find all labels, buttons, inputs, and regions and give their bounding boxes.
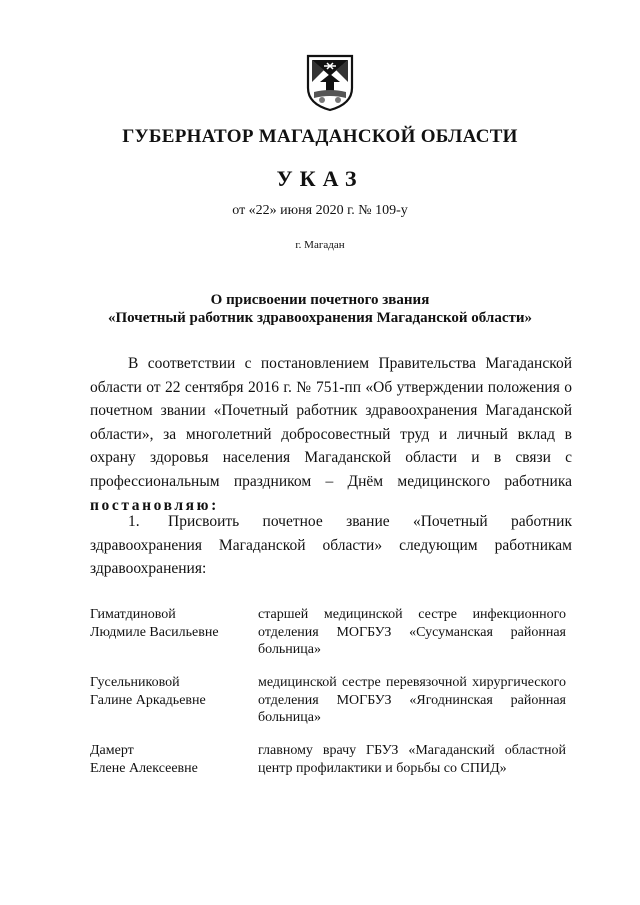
recipient-given-names: Людмиле Васильевне (90, 624, 219, 640)
recipient-1-position: старшей медицинской сестре инфекционного отделения МОГБУЗ «Сусуманская районная больница» (258, 607, 566, 657)
preamble-paragraph (90, 352, 572, 517)
recipient-1-name (90, 606, 240, 641)
recipient-given-names: Елене Алексеевне (90, 760, 198, 776)
recipient-2-name (90, 674, 240, 709)
decree-word: постановляю (90, 496, 212, 514)
item-1-paragraph (90, 510, 572, 581)
recipient-given-names: Галине Аркадьевне (90, 692, 206, 708)
recipient-3-name (90, 742, 240, 777)
subject-line-2: «Почетный работник здравоохранения Магаданской области» (107, 310, 532, 326)
recipient-surname: Гиматдиновой (90, 607, 176, 622)
place-of-issue: г. Магадан (295, 239, 345, 251)
date-and-number: от «22» июня 2020 г. № 109-у (232, 203, 408, 218)
recipient-surname: Гусельниковой (90, 675, 180, 690)
document-type-title: УКАЗ (276, 166, 364, 191)
preamble-text: В соответствии с постановлением Правительства Магаданской области от 22 сентября 2016 г. № 751-пп «Об утверждении положения о почетном звании «Почетный работник здравоохранения Магаданской области», за многолетний добросовестный труд и личный вклад в охрану здоровья населения Магаданской области и в связи с профессиональным праздником – Днём медицинского работника (90, 355, 572, 490)
item-1-text: Присвоить почетное звание «Почетный работник здравоохранения Магаданской области» следующим работникам здравоохранения: (90, 513, 572, 578)
recipient-surname: Дамерт (90, 743, 134, 758)
decree-colon: : (211, 496, 217, 514)
subject-line-1: О присвоении почетного звания (210, 292, 430, 308)
item-1-number: 1. (128, 513, 140, 530)
recipient-3-position: главному врачу ГБУЗ «Магаданский областной центр профилактики и борьбы со СПИД» (258, 743, 566, 776)
recipient-2-position: медицинской сестре перевязочной хирургического отделения МОГБУЗ «Ягоднинская районная больница» (258, 675, 566, 725)
coat-of-arms-icon (304, 52, 356, 112)
issuing-authority: ГУБЕРНАТОР МАГАДАНСКОЙ ОБЛАСТИ (122, 126, 518, 147)
